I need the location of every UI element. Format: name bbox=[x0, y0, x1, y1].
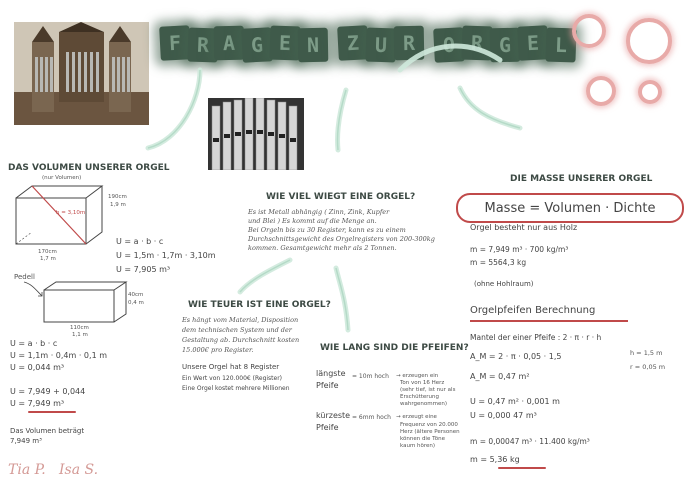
teuer-text2-2: Ein Wert von 120.000€ (Register) bbox=[182, 375, 283, 382]
masse-line-4: (ohne Hohlraum) bbox=[474, 280, 534, 288]
teuer-text1-4: 15.000€ pro Register. bbox=[182, 346, 254, 354]
gewicht-text-3: Bei Orgeln bis zu 30 Register, kann es zu einem bbox=[248, 226, 406, 234]
masse-sub-heading: Orgelpfeifen Berechnung bbox=[470, 305, 596, 316]
pfeifen-long-note-1: → erzeugen ein bbox=[396, 373, 439, 379]
formula1-line2: U = 1,5m · 1,7m · 3,10m bbox=[116, 251, 216, 260]
gewicht-text-4: Durchschnittsgewicht des Orgelregisters von 200-300kg bbox=[248, 235, 435, 243]
title-letter-tile: E bbox=[517, 25, 549, 61]
formula1-line3: U = 7,905 m³ bbox=[116, 265, 171, 274]
box1-diag-label: h = 3,10m bbox=[56, 210, 86, 216]
result-underline bbox=[498, 467, 546, 469]
masse-heading: DIE MASSE UNSERER ORGEL bbox=[510, 174, 653, 184]
teuer-text2-1: Unsere Orgel hat 8 Register bbox=[182, 363, 280, 371]
masse-calc-4: U = 0,000 47 m³ bbox=[470, 411, 537, 420]
pfeifen-short-label-1: kürzeste bbox=[316, 411, 351, 420]
title-letter-tile: R bbox=[461, 25, 492, 60]
formula2-line1: U = a · b · c bbox=[10, 339, 58, 348]
masse-calc-5: m = 0,00047 m³ · 11.400 kg/m³ bbox=[470, 437, 590, 446]
masse-calc-3: U = 0,47 m² · 0,001 m bbox=[470, 397, 560, 406]
title-letter-tile: L bbox=[545, 27, 576, 62]
pedal-label: Pedell bbox=[14, 273, 35, 281]
volumen-heading: DAS VOLUMEN UNSERER ORGEL bbox=[8, 163, 170, 173]
masse-calc-2: A_M = 0,47 m² bbox=[470, 372, 530, 381]
masse-formula-box bbox=[456, 193, 684, 223]
box1-width-m-label: 1,7 m bbox=[40, 256, 56, 262]
pfeifen-short-value: = 6mm hoch bbox=[352, 414, 391, 421]
title-letter-tile: O bbox=[433, 27, 465, 63]
pfeifen-short-note-4: können die Töne bbox=[400, 436, 445, 442]
masse-line-1: Orgel besteht nur aus Holz bbox=[470, 223, 578, 232]
result-line2: 7,949 m³ bbox=[10, 437, 42, 445]
authors: Tia P. Isa S. bbox=[8, 462, 99, 478]
title-letter-tile: R bbox=[187, 27, 218, 62]
sum-underline bbox=[28, 411, 76, 413]
teuer-text2-3: Eine Orgel kostet mehrere Millionen bbox=[182, 385, 290, 392]
gewicht-text-1: Es ist Metall abhängig ( Zinn, Zink, Kupfer bbox=[248, 208, 390, 216]
teuer-heading: WIE TEUER IST EINE ORGEL? bbox=[188, 300, 331, 310]
pfeifen-heading: WIE LANG SIND DIE PFEIFEN? bbox=[320, 343, 469, 353]
box2-width-label: 110cm bbox=[70, 325, 89, 331]
box2-height-label: 40cm bbox=[128, 292, 144, 298]
title-letter-tile: G bbox=[490, 28, 521, 63]
title-letter-tile: A bbox=[214, 26, 245, 61]
title-letter-tile: F bbox=[159, 25, 191, 61]
title-letter-tile: U bbox=[365, 27, 396, 62]
pfeifen-long-label-2: Pfeife bbox=[316, 381, 339, 390]
box1-width-label: 170cm bbox=[38, 249, 57, 255]
formula1-line1: U = a · b · c bbox=[116, 237, 164, 246]
title-letter-tile: N bbox=[298, 28, 329, 63]
pfeifen-long-label-1: längste bbox=[316, 369, 346, 378]
pfeifen-long-note-4: Erschütterung bbox=[400, 394, 440, 400]
title-letter-tile: G bbox=[241, 27, 273, 63]
teuer-text1-1: Es hängt vom Material, Disposition bbox=[182, 316, 299, 324]
gewicht-heading: WIE VIEL WIEGT EINE ORGEL? bbox=[266, 192, 416, 202]
masse-given-h: h = 1,5 m bbox=[630, 349, 663, 357]
masse-formula: Masse = Volumen · Dichte bbox=[484, 200, 656, 216]
box-diagram-2 bbox=[40, 278, 130, 326]
pfeifen-short-note-2: Frequenz von 20.000 bbox=[400, 422, 458, 428]
gewicht-text-2: und Blei ) Es kommt auf die Menge an. bbox=[248, 217, 377, 225]
masse-line-2: m = 7,949 m³ · 700 kg/m³ bbox=[470, 245, 569, 254]
pfeifen-short-note-5: kaum hören) bbox=[400, 443, 436, 449]
pfeifen-long-note-2: Ton von 16 Herz bbox=[400, 380, 445, 386]
masse-calc-6: m = 5,36 kg bbox=[470, 455, 520, 464]
pfeifen-short-note-1: → erzeugt eine bbox=[396, 414, 437, 420]
box1-height-m-label: 1,9 m bbox=[110, 202, 126, 208]
teuer-text1-3: Gestaltung ab. Durchschnitt kosten bbox=[182, 336, 300, 344]
sum-line2: U = 7,949 m³ bbox=[10, 399, 65, 408]
volumen-subheading: (nur Volumen) bbox=[42, 175, 82, 181]
masse-mantel: Mantel der einer Pfeife : 2 · π · r · h bbox=[470, 333, 602, 342]
masse-line-3: m = 5564,3 kg bbox=[470, 258, 527, 267]
pfeifen-long-note-3: (sehr tief, ist nur als bbox=[400, 387, 456, 393]
title-letter-tile: R bbox=[394, 26, 425, 61]
sum-line1: U = 7,949 + 0,044 bbox=[10, 387, 86, 396]
pfeifen-long-note-5: wahrgenommen) bbox=[400, 401, 447, 407]
teuer-text1-2: dem technischen System und der bbox=[182, 326, 292, 334]
box2-height-m-label: 0,4 m bbox=[128, 300, 144, 306]
title-letter-tile: E bbox=[269, 25, 300, 60]
result-line1: Das Volumen beträgt bbox=[10, 427, 85, 435]
pfeifen-long-value: = 10m hoch bbox=[352, 373, 389, 380]
pfeifen-short-note-3: Herz (ältere Personen bbox=[400, 429, 460, 435]
masse-given-r: r = 0,05 m bbox=[630, 363, 666, 371]
title-letter-tile: Z bbox=[337, 25, 369, 61]
box1-height-label: 190cm bbox=[108, 194, 127, 200]
pfeifen-short-label-2: Pfeife bbox=[316, 423, 339, 432]
masse-calc-1: A_M = 2 · π · 0,05 · 1,5 bbox=[470, 352, 562, 361]
sub-heading-underline bbox=[470, 320, 628, 322]
box2-width-m-label: 1,1 m bbox=[72, 332, 88, 338]
formula2-line2: U = 1,1m · 0,4m · 0,1 m bbox=[10, 351, 107, 360]
formula2-line3: U = 0,044 m³ bbox=[10, 363, 65, 372]
gewicht-text-5: kommen. Gesamtgewicht mehr als 2 Tonnen. bbox=[248, 244, 397, 252]
